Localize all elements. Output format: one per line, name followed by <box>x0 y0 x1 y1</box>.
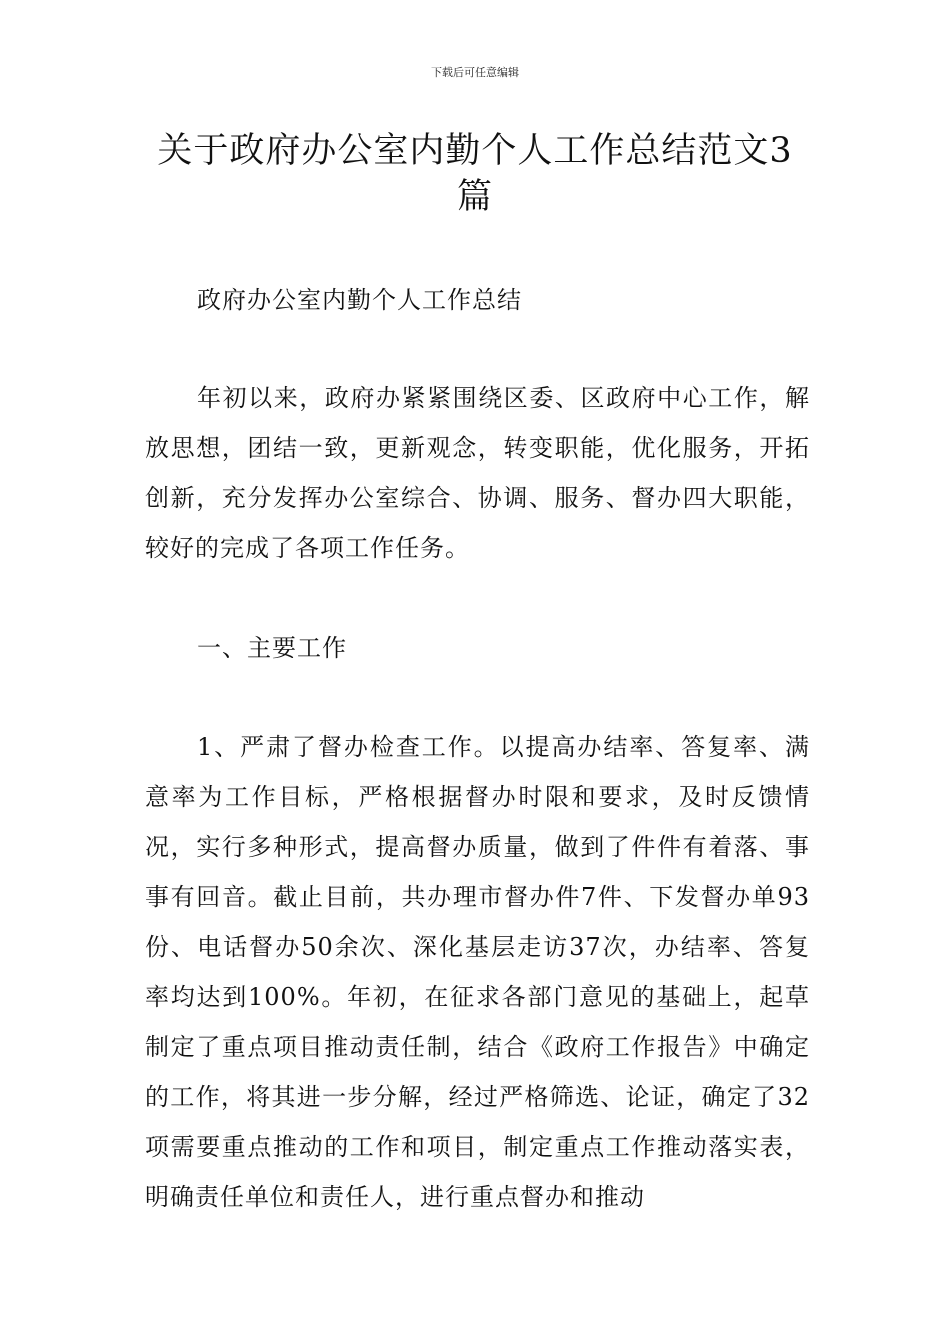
header-note: 下载后可任意编辑 <box>431 66 519 79</box>
section-subtitle: 政府办公室内勤个人工作总结 <box>197 286 522 314</box>
section-heading: 一、主要工作 <box>197 634 347 662</box>
document-title: 关于政府办公室内勤个人工作总结范文3篇 <box>157 131 793 217</box>
paragraph-intro: 年初以来，政府办紧紧围绕区委、区政府中心工作，解放思想，团结一致，更新观念，转变职能，优化服务，开拓创新，充分发挥办公室综合、协调、服务、督办四大职能，较好的完成了各项工作任务。 <box>145 384 810 562</box>
paragraph-work-1: 1、严肃了督办检查工作。以提高办结率、答复率、满意率为工作目标，严格根据督办时限和要求，及时反馈情况，实行多种形式，提高督办质量，做到了件件有着落、事事有回音。截止目前，共办理市督办件7件、下发督办单93份、电话督办50余次、深化基层走访37次，办结率、答复率均达到100%。年初，在征求各部门意见的基础上，起草制定了重点项目推动责任制，结合《政府工作报告》中确定的工作，将其进一步分解，经过严格筛选、论证，确定了32项需要重点推动的工作和项目，制定重点工作推动落实表，明确责任单位和责任人，进行重点督办和推动 <box>145 733 810 1211</box>
